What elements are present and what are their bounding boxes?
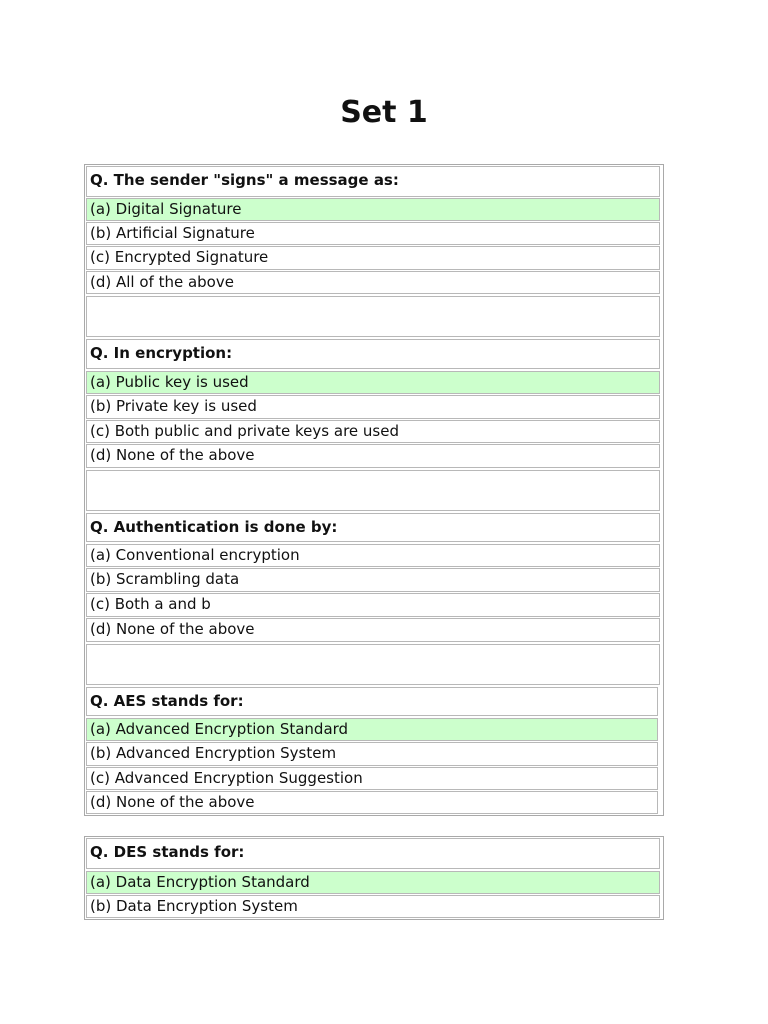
- answer-option: (c) Encrypted Signature: [86, 246, 660, 270]
- spacer-row: [86, 296, 660, 337]
- answer-option: (b) Private key is used: [86, 395, 660, 419]
- answer-option: (c) Both public and private keys are used: [86, 420, 660, 443]
- question-text: Q. Authentication is done by:: [86, 513, 660, 542]
- answer-option: (d) None of the above: [86, 618, 660, 642]
- answer-option: (d) None of the above: [86, 791, 658, 814]
- spacer-row: [86, 644, 660, 685]
- question-text: Q. DES stands for:: [86, 838, 660, 869]
- answer-option: (c) Both a and b: [86, 593, 660, 617]
- answer-option: (a) Digital Signature: [86, 198, 660, 221]
- page-title: Set 1: [340, 95, 428, 130]
- quiz-table: [84, 164, 664, 816]
- answer-option: (a) Advanced Encryption Standard: [86, 718, 658, 741]
- answer-option: (d) All of the above: [86, 271, 660, 294]
- answer-option: (b) Scrambling data: [86, 568, 660, 592]
- answer-option: (a) Public key is used: [86, 371, 660, 394]
- answer-option: (d) None of the above: [86, 444, 660, 468]
- answer-option: (b) Data Encryption System: [86, 895, 660, 918]
- quiz-table: [84, 836, 664, 920]
- spacer-row: [86, 470, 660, 511]
- question-text: Q. The sender "signs" a message as:: [86, 166, 660, 197]
- answer-option: (a) Conventional encryption: [86, 544, 660, 567]
- answer-option: (a) Data Encryption Standard: [86, 871, 660, 894]
- answer-option: (c) Advanced Encryption Suggestion: [86, 767, 658, 790]
- answer-option: (b) Advanced Encryption System: [86, 742, 658, 766]
- question-text: Q. In encryption:: [86, 339, 660, 369]
- question-text: Q. AES stands for:: [86, 687, 658, 716]
- answer-option: (b) Artificial Signature: [86, 222, 660, 245]
